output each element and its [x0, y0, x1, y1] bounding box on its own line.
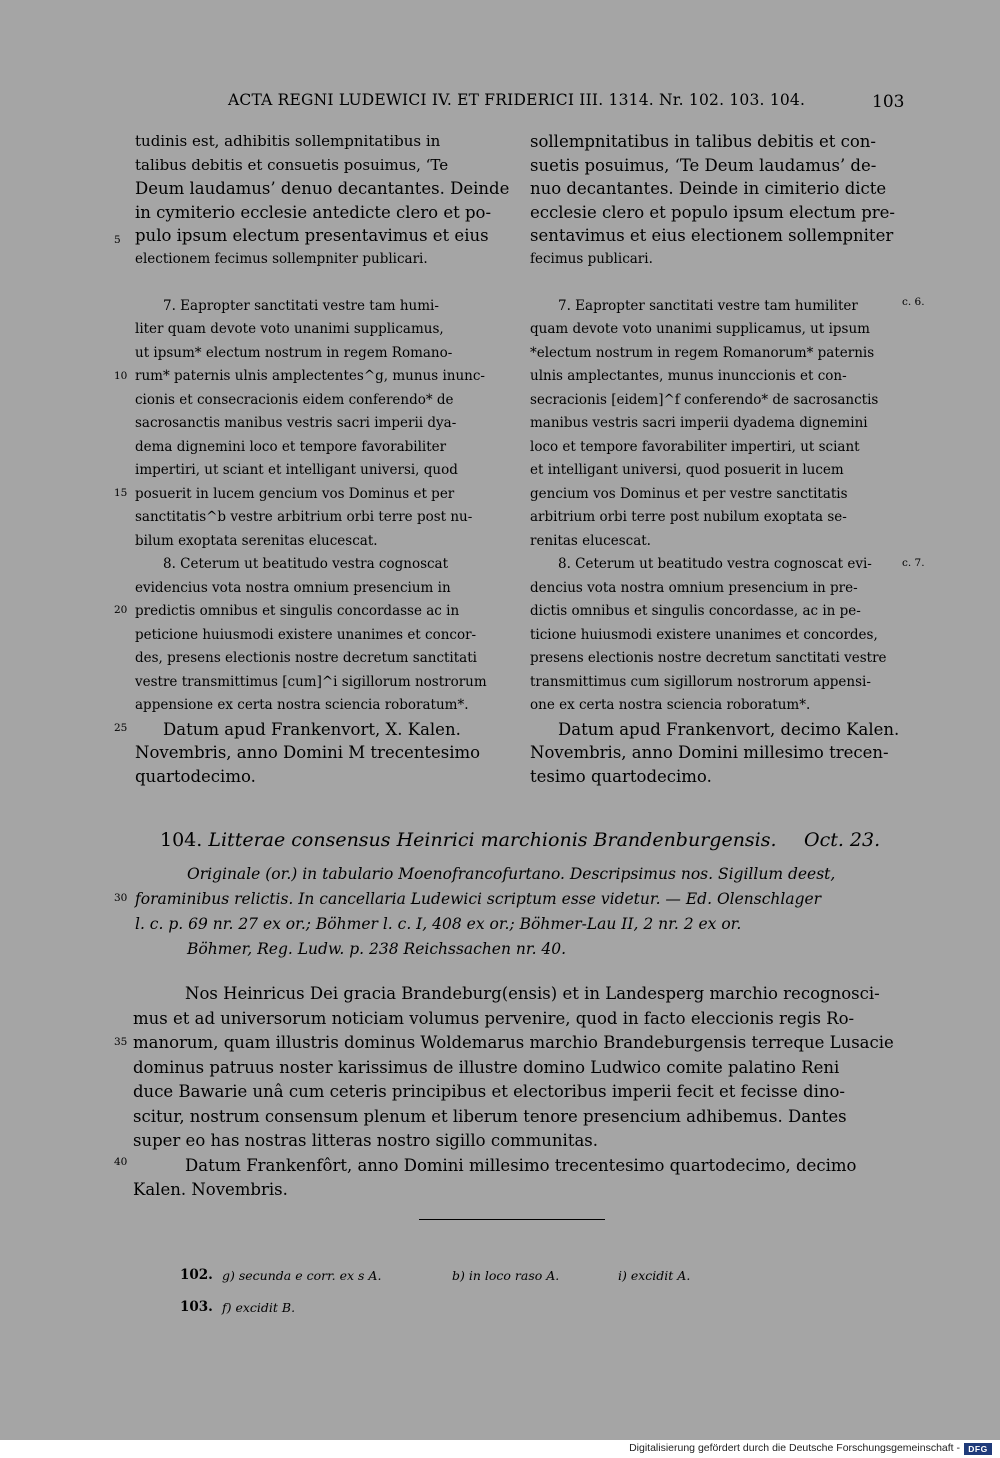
- right-line: 8. Ceterum ut beatitudo vestra cognoscat evi-: [558, 556, 872, 572]
- left-line: Novembris, anno Domini M trecentesimo: [135, 743, 481, 762]
- charter-line: Nos Heinricus Dei gracia Brandeburg(ensis) et in Landesperg marchio recognosci-: [185, 984, 880, 1003]
- right-line: nuo decantantes. Deinde in cimiterio dicte: [530, 179, 887, 198]
- left-line: in cymiterio ecclesie antedicte clero et po-: [135, 202, 492, 222]
- charter-line: mus et ad universorum noticiam volumus pervenire, quod in facto eleccionis regis Ro-: [133, 1008, 855, 1028]
- right-line: 7. Eapropter sanctitati vestre tam humiliter: [558, 297, 858, 314]
- right-column: [530, 130, 900, 788]
- dfg-logo: DFG: [964, 1443, 992, 1455]
- footnote-label: 103.: [180, 1299, 213, 1315]
- charter-line: scitur, nostrum consensum plenum et liberum tenore presencium adhibemus. Dantes: [133, 1106, 847, 1126]
- right-line: fecimus publicari.: [530, 250, 653, 267]
- right-line: Novembris, anno Domini millesimo trecen-: [530, 743, 889, 762]
- right-line: renitas elucescat.: [530, 532, 651, 549]
- left-line: talibus debitis et consuetis posuimus, ‘Te: [135, 155, 449, 174]
- source-line: Originale (or.) in tabulario Moenofrancofurtano. Descripsimus nos. Sigillum deest,: [187, 865, 836, 883]
- left-line: ut ipsum* electum nostrum in regem Romano-: [135, 344, 453, 361]
- left-line: Datum apud Frankenvort, X. Kalen.: [163, 719, 461, 739]
- line-number: 10: [114, 370, 128, 382]
- left-line: peticione huiusmodi existere unanimes et concor-: [135, 626, 477, 643]
- footnote: g) secunda e corr. ex s A.: [222, 1268, 382, 1283]
- right-line: sollempnitatibus in talibus debitis et con-: [530, 132, 876, 151]
- left-line: cionis et consecracionis eidem conferendo* de: [135, 391, 454, 408]
- source-line: Böhmer, Reg. Ludw. p. 238 Reichssachen nr. 40.: [187, 940, 567, 958]
- right-line: transmittimus cum sigillorum nostrorum appensi-: [530, 673, 871, 690]
- left-line: sanctitatis^b vestre arbitrium orbi terre post nu-: [135, 509, 473, 525]
- margin-note: c. 6.: [902, 296, 925, 308]
- right-line: ecclesie clero et populo ipsum electum pre-: [530, 202, 895, 222]
- left-line: 8. Ceterum ut beatitudo vestra cognoscat: [163, 556, 449, 572]
- line-number: 15: [114, 487, 128, 499]
- left-line: Deum laudamus’ denuo decantantes. Deinde: [135, 179, 510, 198]
- left-line: electionem fecimus sollempniter publicari.: [135, 250, 428, 267]
- section-number: 104.: [160, 829, 203, 851]
- right-line: gencium vos Dominus et per vestre sanctitatis: [530, 485, 848, 502]
- right-line: sentavimus et eius electionem sollempniter: [530, 226, 894, 245]
- left-line: [135, 271, 507, 295]
- left-line: quartodecimo.: [135, 766, 256, 786]
- funding-notice: Digitalisierung gefördert durch die Deutsche Forschungsgemeinschaft -: [629, 1442, 960, 1454]
- left-line: evidencius vota nostra omnium presencium in: [135, 579, 451, 596]
- right-line: *electum nostrum in regem Romanorum* paternis: [530, 344, 875, 361]
- line-number: 30: [114, 892, 128, 904]
- left-line: dema dignemini loco et tempore favorabiliter: [135, 438, 447, 455]
- right-line: Datum apud Frankenvort, decimo Kalen.: [558, 719, 900, 739]
- charter-line: duce Bawarie unâ cum ceteris principibus et electoribus imperii fecit et fecisse dino-: [133, 1082, 845, 1101]
- charter-text: [133, 982, 894, 1203]
- section-date: Oct. 23.: [804, 829, 881, 851]
- left-line: vestre transmittimus [cum]^i sigillorum nostrorum: [135, 673, 487, 690]
- section-title: Litterae consensus Heinrici marchionis Brandenburgensis.: [208, 829, 777, 851]
- left-line: posuerit in lucem gencium vos Dominus et per: [135, 485, 455, 502]
- right-line: ulnis amplectantes, munus inunccionis et con-: [530, 368, 847, 384]
- charter-line: super eo has nostras litteras nostro sigillo communitas.: [133, 1131, 599, 1150]
- footnote: f) excidit B.: [222, 1300, 296, 1315]
- left-line: impertiri, ut sciant et intelligant universi, quod: [135, 462, 458, 478]
- right-line: [530, 271, 900, 295]
- charter-line: Datum Frankenfôrt, anno Domini millesimo trecentesimo quartodecimo, decimo: [185, 1155, 857, 1175]
- charter-line: Kalen. Novembris.: [133, 1180, 288, 1199]
- line-number: 35: [114, 1036, 128, 1048]
- right-line: tesimo quartodecimo.: [530, 766, 712, 786]
- footnote: i) excidit A.: [618, 1268, 691, 1283]
- right-line: secracionis [eidem]^f conferendo* de sacrosanctis: [530, 391, 879, 408]
- right-line: loco et tempore favorabiliter impertiri, ut sciant: [530, 438, 860, 455]
- right-line: dictis omnibus et singulis concordasse, ac in pe-: [530, 603, 861, 619]
- page-number: 103: [872, 92, 905, 112]
- left-line: sacrosanctis manibus vestris sacri imperii dya-: [135, 415, 457, 431]
- right-line: suetis posuimus, ‘Te Deum laudamus’ de-: [530, 155, 877, 175]
- charter-line: dominus patruus noster karissimus de illustre domino Ludwico comite palatino Reni: [133, 1057, 840, 1077]
- right-line: quam devote voto unanimi supplicamus, ut ipsum: [530, 321, 870, 337]
- source-line: l. c. p. 69 nr. 27 ex or.; Böhmer l. c. I, 408 ex or.; Böhmer-Lau II, 2 nr. 2 ex or.: [135, 915, 742, 933]
- footnote-label: 102.: [180, 1267, 213, 1283]
- left-line: rum* paternis ulnis amplectentes^g, munus inunc-: [135, 368, 485, 384]
- margin-note: c. 7.: [902, 557, 925, 569]
- left-line: predictis omnibus et singulis concordasse ac in: [135, 603, 460, 619]
- section-divider: [419, 1219, 605, 1220]
- running-header: ACTA REGNI LUDEWICI IV. ET FRIDERICI III. 1314. Nr. 102. 103. 104.: [228, 91, 806, 109]
- right-line: ticione huiusmodi existere unanimes et concordes,: [530, 626, 878, 643]
- left-line: tudinis est, adhibitis sollempnitatibus in: [135, 132, 441, 150]
- line-number: 20: [114, 604, 128, 616]
- left-line: pulo ipsum electum presentavimus et eius: [135, 226, 489, 245]
- section-heading: [160, 829, 777, 851]
- footnote: b) in loco raso A.: [452, 1268, 560, 1283]
- line-number: 40: [114, 1156, 128, 1168]
- left-line: bilum exoptata serenitas elucescat.: [135, 532, 378, 549]
- left-line: des, presens electionis nostre decretum sanctitati: [135, 650, 477, 666]
- source-notes: [135, 862, 835, 962]
- right-line: presens electionis nostre decretum sanctitati vestre: [530, 650, 887, 666]
- left-column: [135, 130, 510, 788]
- left-line: liter quam devote voto unanimi supplicamus,: [135, 321, 444, 337]
- right-line: manibus vestris sacri imperii dyadema dignemini: [530, 415, 868, 431]
- right-line: et intelligant universi, quod posuerit in lucem: [530, 462, 844, 478]
- right-line: dencius vota nostra omnium presencium in pre-: [530, 579, 858, 596]
- line-number: 25: [114, 722, 128, 734]
- left-line: appensione ex certa nostra sciencia roboratum*.: [135, 697, 469, 713]
- charter-line: manorum, quam illustris dominus Woldemarus marchio Brandeburgensis terreque Lusacie: [133, 1033, 894, 1052]
- right-line: one ex certa nostra sciencia roboratum*.: [530, 697, 811, 713]
- source-line: foraminibus relictis. In cancellaria Ludewici scriptum esse videtur. — Ed. Olenschlager: [135, 890, 822, 908]
- right-line: arbitrium orbi terre post nubilum exoptata se-: [530, 509, 847, 525]
- left-line: 7. Eapropter sanctitati vestre tam humi-: [163, 297, 439, 314]
- line-number: 5: [114, 234, 121, 246]
